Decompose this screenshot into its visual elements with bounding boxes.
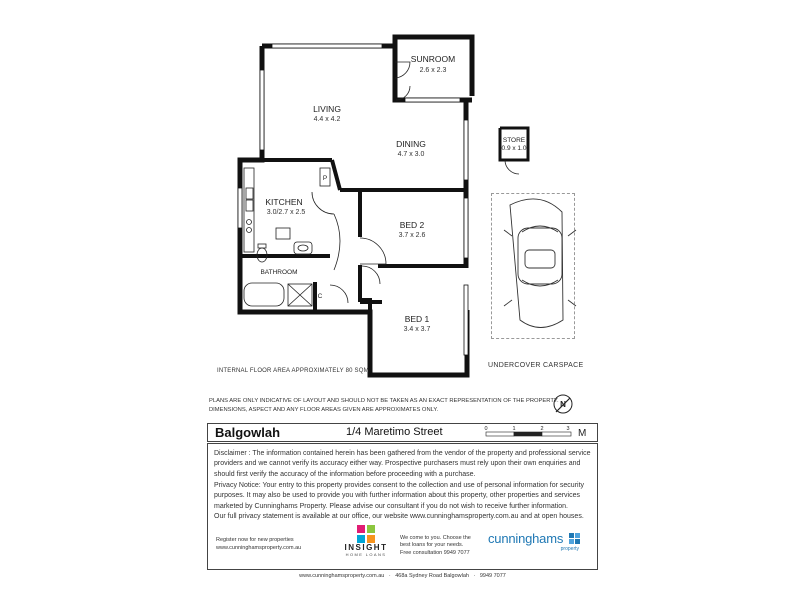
footer-address: 468a Sydney Road Balgowlah [395, 573, 469, 579]
area-note: INTERNAL FLOOR AREA APPROXIMATELY 80 SQM [217, 368, 369, 374]
room-dims-bed1: 3.4 x 3.7 [403, 326, 431, 333]
register-website[interactable]: www.cunninghamsproperty.com.au [216, 545, 302, 551]
cunninghams-logo [488, 530, 593, 552]
footer [207, 573, 598, 579]
brand-name: cunninghams [488, 531, 564, 546]
footer-website[interactable]: www.cunninghamsproperty.com.au [299, 573, 385, 579]
privacy-statement: Our full privacy statement is available at our office, our website www.cunninghamsproperty.com.au and at open houses. [214, 513, 584, 520]
interior-walls [240, 160, 466, 312]
disclaimer-text: Disclaimer : The information contained herein has been gathered from the vendor of the property and professional service providers and we cannot verify its accuracy either way. Prospective purchasers must rely upon their own enquiries and should first verify the accuracy of the information before proceeding with a purchase. [214, 450, 591, 478]
brand-sub: property [560, 546, 579, 552]
footer-sep-1: · [388, 573, 391, 579]
welcome-line2: best loans for your needs. [400, 542, 464, 549]
room-name-dining: DINING [396, 139, 426, 149]
welcome-block [400, 535, 471, 557]
insight-logo [332, 525, 400, 557]
room-name-store: STORE [502, 137, 526, 144]
insight-logo-icon [357, 525, 375, 543]
info-box [207, 443, 598, 570]
plans-note-line1: PLANS ARE ONLY INDICATIVE OF LAYOUT AND SHOULD NOT BE TAKEN AS AN EXACT REPRESENTATION OF THE PROPERTY. [209, 398, 559, 404]
store-door-swing [505, 160, 519, 174]
room-name-bed1: BED 1 [404, 314, 430, 324]
room-dims-kitchen: 3.0/2.7 x 2.5 [266, 209, 306, 216]
cupboard-label: C [317, 293, 323, 300]
room-dims-sunroom: 2.6 x 2.3 [419, 67, 447, 74]
room-dims-living: 4.4 x 4.2 [313, 116, 341, 123]
room-name-bed2: BED 2 [399, 220, 425, 230]
address-title: 1/4 Maretimo Street [346, 426, 443, 438]
carspace-area [491, 193, 575, 339]
privacy-text: Privacy Notice: Your entry to this property provides consent to the collection and use of personal information for security purposes. It may also be used to provide you with further information about this property, other properties and services marketed by Cunninghams Property. Please advise our consultant if you do not wish to receive further information. [214, 482, 585, 510]
scale-tick-3: 3 [566, 426, 570, 432]
insight-name: INSIGHT [344, 543, 388, 552]
welcome-line1: We come to you. Choose the [400, 535, 471, 541]
store-outline [500, 128, 528, 160]
room-dims-dining: 4.7 x 3.0 [397, 151, 425, 158]
room-dims-bed2: 3.7 x 2.6 [398, 232, 426, 239]
room-dims-store: 0.9 x 1.0 [501, 145, 527, 152]
welcome-line3: Free consultation 9949 7077 [400, 549, 470, 556]
scale-tick-2: 2 [540, 426, 544, 432]
scale-unit: M [578, 428, 587, 439]
footer-phone: 9949 7077 [479, 573, 506, 579]
footer-sep-2: · [473, 573, 476, 579]
room-name-sunroom: SUNROOM [410, 54, 456, 64]
room-name-kitchen: KITCHEN [265, 197, 303, 207]
insight-sub: HOME LOANS [345, 552, 387, 557]
carspace-label: UNDERCOVER CARSPACE [488, 362, 584, 369]
plans-note-line2: DIMENSIONS, ASPECT AND ANY FLOOR AREAS GIVEN ARE APPROXIMATES ONLY. [209, 407, 439, 413]
brand-logo-icon [569, 533, 580, 544]
register-line1: Register now for new properties [216, 537, 294, 543]
title-bar [207, 423, 598, 442]
scale-tick-0: 0 [484, 426, 488, 432]
pantry-label: P [322, 175, 328, 182]
plans-note [209, 397, 559, 415]
suburb-title: Balgowlah [215, 425, 281, 440]
register-block [216, 536, 301, 552]
compass-letter: N [560, 400, 566, 409]
room-name-bathroom: BATHROOM [260, 269, 298, 276]
scale-tick-1: 1 [512, 426, 516, 432]
room-name-living: LIVING [313, 104, 341, 114]
